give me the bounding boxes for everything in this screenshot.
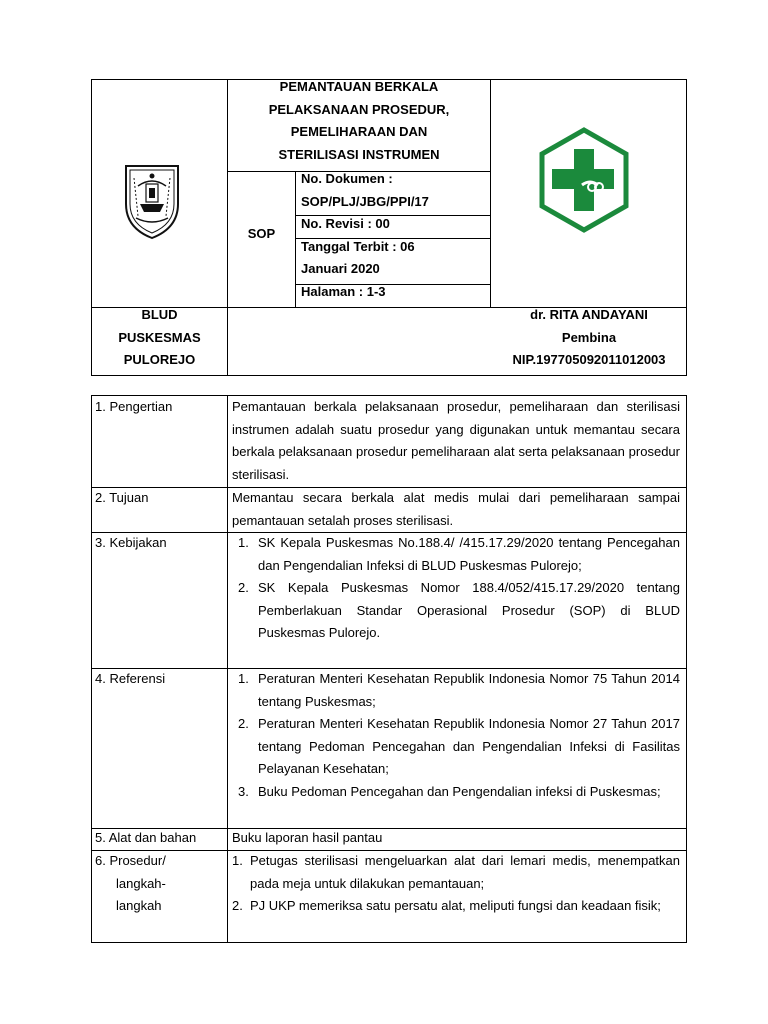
tanggal-terbit-value: Januari 2020 bbox=[301, 261, 380, 277]
list-item: 2. SK Kepala Puskesmas Nomor 188.4/052/415.17.29/2020 tentang Pemberlakuan Standar Operasional Prosedur (SOP) di BLUD Puskesmas Pulorejo. bbox=[238, 580, 680, 640]
signer-name: dr. RITA ANDAYANI bbox=[530, 307, 648, 322]
sop-divider bbox=[295, 171, 296, 308]
doc-type-label: SOP bbox=[247, 226, 276, 241]
title-line-4: STERILISASI INSTRUMEN bbox=[278, 146, 440, 162]
content-divider bbox=[227, 395, 228, 943]
puskesmas-logo bbox=[538, 127, 630, 233]
label-tujuan: 2. Tujuan bbox=[95, 490, 149, 505]
label-referensi: 4. Referensi bbox=[95, 671, 166, 686]
text-alat: Buku laporan hasil pantau bbox=[232, 830, 383, 845]
info-cells bbox=[301, 168, 489, 304]
text-tujuan: Memantau secara berkala alat medis mulai dari pemeliharaan sampai pemantauan setalah proses sterilisasi. bbox=[232, 490, 680, 528]
no-dokumen-label: No. Dokumen : bbox=[301, 171, 393, 186]
halaman: Halaman : 1-3 bbox=[301, 283, 386, 299]
org-line-2: PUSKESMAS bbox=[118, 329, 201, 345]
text-pengertian: Pemantauan berkala pelaksanaan prosedur, pemeliharaan dan sterilisasi instrumen adalah suatu prosedur yang digunakan untuk memantau secara berkala pelaksanaan prosedur pemeliharaan alat serta pelaksanaan prosedur sterilisasi. bbox=[232, 399, 680, 482]
puskesmas-cross-icon bbox=[538, 127, 630, 233]
signer-nip: NIP.197705092011012003 bbox=[512, 352, 666, 368]
list-referensi bbox=[232, 668, 680, 803]
signer-title: Pembina bbox=[561, 329, 617, 345]
title-line-1: PEMANTAUAN BERKALA bbox=[279, 79, 439, 94]
regional-emblem bbox=[116, 160, 188, 242]
document-title bbox=[228, 76, 490, 166]
title-line-3: PEMELIHARAAN DAN bbox=[290, 124, 428, 140]
no-revisi: No. Revisi : 00 bbox=[301, 216, 390, 232]
list-item: 1. Petugas sterilisasi mengeluarkan alat dari lemari medis, menempatkan pada meja untuk dilakukan pemantauan; bbox=[232, 853, 680, 891]
list-item: 1. SK Kepala Puskesmas No.188.4/ /415.17.29/2020 tentang Pencegahan dan Pengendalian Infeksi di BLUD Puskesmas Pulorejo; bbox=[238, 535, 680, 573]
org-line-3: PULOREJO bbox=[123, 352, 196, 368]
no-dokumen-value: SOP/PLJ/JBG/PPI/17 bbox=[301, 193, 429, 209]
list-item: 2. PJ UKP memeriksa satu persatu alat, meliputi fungsi dan keadaan fisik; bbox=[232, 898, 661, 913]
label-prosedur: 6. Prosedur/ langkah- langkah bbox=[95, 853, 166, 913]
label-alat: 5. Alat dan bahan bbox=[95, 830, 197, 845]
emblem-icon bbox=[116, 160, 188, 242]
list-kebijakan bbox=[232, 532, 680, 645]
list-item: 2. Peraturan Menteri Kesehatan Republik Indonesia Nomor 27 Tahun 2017 tentang Pedoman Pencegahan dan Pengendalian Infeksi di Fasilitas Pelayanan Kesehatan; bbox=[238, 716, 680, 776]
label-pengertian: 1. Pengertian bbox=[95, 399, 173, 414]
header-divider-right bbox=[490, 79, 491, 308]
tanggal-terbit-label: Tanggal Terbit : 06 bbox=[301, 238, 415, 254]
signer-block bbox=[491, 304, 687, 372]
list-item: 3. Buku Pedoman Pencegahan dan Pengendalian infeksi di Puskesmas; bbox=[238, 783, 661, 799]
title-line-2: PELAKSANAAN PROSEDUR, bbox=[268, 101, 450, 117]
list-item: 1. Peraturan Menteri Kesehatan Republik Indonesia Nomor 75 Tahun 2014 tentang Puskesmas; bbox=[238, 671, 680, 709]
org-line-1: BLUD bbox=[141, 307, 178, 322]
list-prosedur bbox=[232, 850, 680, 918]
label-kebijakan: 3. Kebijakan bbox=[95, 535, 167, 550]
organisation-name bbox=[92, 304, 227, 372]
